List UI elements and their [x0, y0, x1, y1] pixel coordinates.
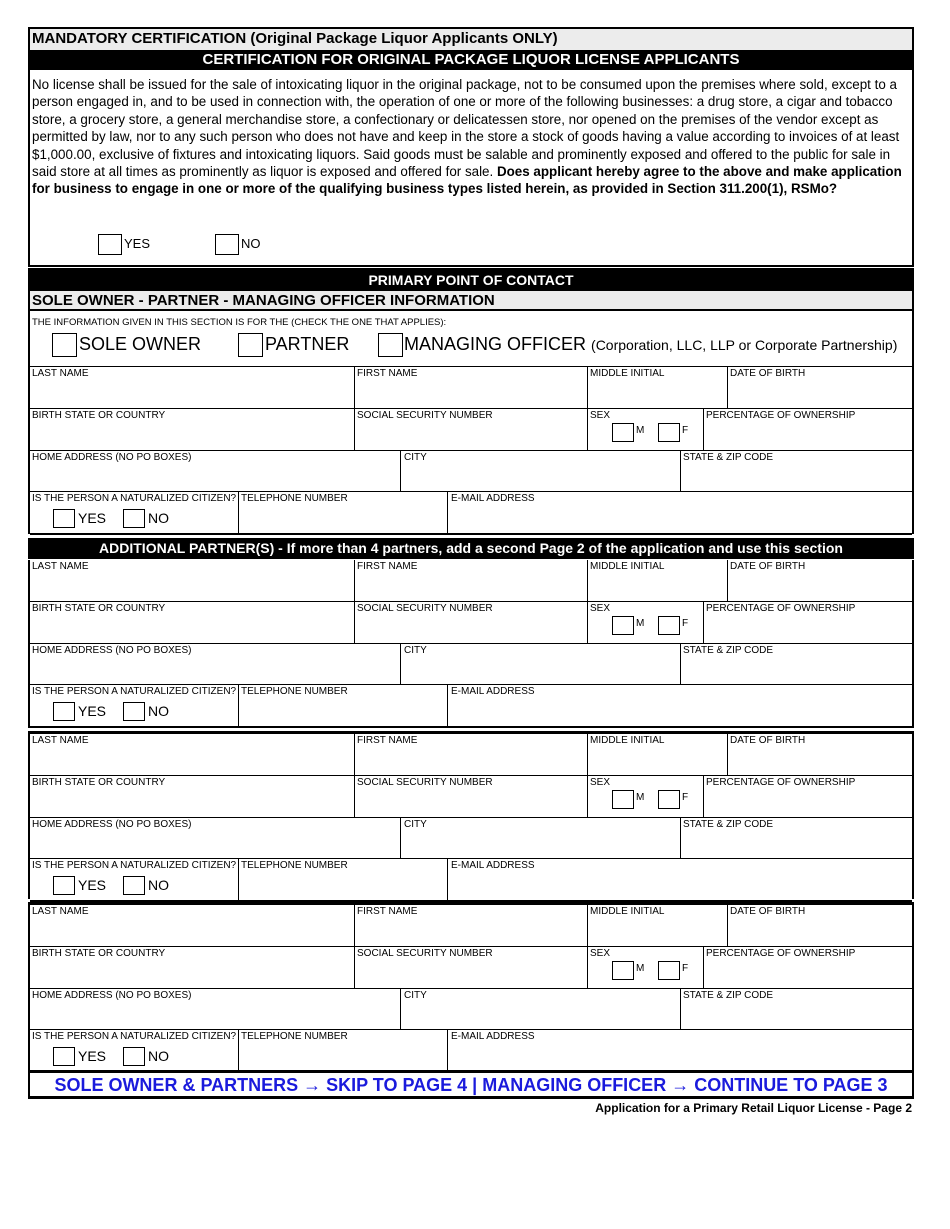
cell-divider: [727, 560, 728, 601]
managing-officer-checkbox[interactable]: [378, 333, 403, 357]
cell-divider: [727, 734, 728, 775]
partner-checkbox[interactable]: [238, 333, 263, 357]
naturalized-yes-checkbox[interactable]: [53, 702, 75, 721]
ownership-input[interactable]: [705, 615, 911, 642]
naturalized-no-checkbox[interactable]: [123, 702, 145, 721]
partner-block: [28, 902, 914, 1070]
last-name-input[interactable]: [31, 747, 353, 774]
telephone-label: TELEPHONE NUMBER: [241, 860, 348, 871]
home-address-label: HOME ADDRESS (NO PO BOXES): [32, 819, 192, 830]
dob-label: DATE OF BIRTH: [730, 368, 806, 379]
row-divider: [30, 643, 912, 644]
sex-female-label: F: [682, 963, 689, 974]
partner-label: PARTNER: [265, 334, 350, 354]
partner-block: [28, 731, 914, 899]
email-input[interactable]: [449, 505, 911, 532]
cell-divider: [587, 408, 588, 450]
cell-divider: [447, 858, 448, 900]
row-divider: [30, 408, 912, 409]
ssn-label: SOCIAL SECURITY NUMBER: [357, 777, 493, 788]
sole-owner-checkbox[interactable]: [52, 333, 77, 357]
ssn-input[interactable]: [356, 960, 586, 987]
telephone-input[interactable]: [240, 505, 446, 532]
middle-initial-input[interactable]: [589, 380, 726, 407]
first-name-label: FIRST NAME: [357, 561, 418, 572]
birth-state-label: BIRTH STATE OR COUNTRY: [32, 410, 166, 421]
row-divider: [30, 450, 912, 451]
row-divider: [30, 858, 912, 859]
first-name-label: FIRST NAME: [357, 368, 418, 379]
sex-female-label: F: [682, 618, 689, 629]
telephone-input[interactable]: [240, 1043, 446, 1070]
sole-owner-label: SOLE OWNER: [79, 334, 202, 354]
naturalized-no-checkbox[interactable]: [123, 876, 145, 895]
row-divider: [30, 1029, 912, 1030]
home-address-label: HOME ADDRESS (NO PO BOXES): [32, 645, 192, 656]
birth-state-input[interactable]: [31, 789, 353, 816]
row-divider: [30, 533, 912, 535]
state-zip-input[interactable]: [682, 464, 911, 490]
primary-instruction: THE INFORMATION GIVEN IN THIS SECTION IS FOR THE (CHECK THE ONE THAT APPLIES):: [32, 317, 447, 328]
dob-input[interactable]: [729, 380, 911, 407]
telephone-input[interactable]: [240, 872, 446, 899]
cell-divider: [447, 684, 448, 726]
email-input[interactable]: [449, 872, 911, 899]
sex-male-checkbox[interactable]: [612, 423, 634, 442]
sex-label: SEX: [590, 948, 611, 959]
cell-divider: [703, 601, 704, 643]
cell-divider: [400, 450, 401, 491]
cell-divider: [354, 946, 355, 988]
city-input[interactable]: [402, 831, 679, 857]
cell-divider: [703, 775, 704, 817]
certification-text: [32, 76, 908, 198]
sex-male-label: M: [636, 425, 645, 436]
email-label: E-MAIL ADDRESS: [451, 493, 535, 504]
managing-officer-label: [404, 334, 897, 355]
telephone-label: TELEPHONE NUMBER: [241, 1031, 348, 1042]
dob-label: DATE OF BIRTH: [730, 561, 806, 572]
ssn-label: SOCIAL SECURITY NUMBER: [357, 410, 493, 421]
cell-divider: [727, 905, 728, 946]
row-divider: [30, 775, 912, 776]
ownership-label: PERCENTAGE OF OWNERSHIP: [706, 603, 856, 614]
home-address-input[interactable]: [31, 464, 399, 490]
sex-label: SEX: [590, 777, 611, 788]
primary-person-block: [28, 366, 914, 534]
state-zip-label: STATE & ZIP CODE: [683, 452, 774, 463]
naturalized-label: IS THE PERSON A NATURALIZED CITIZEN?: [32, 860, 237, 871]
cell-divider: [238, 684, 239, 726]
cell-divider: [727, 367, 728, 408]
ownership-input[interactable]: [705, 960, 911, 987]
home-address-label: HOME ADDRESS (NO PO BOXES): [32, 452, 192, 463]
ssn-label: SOCIAL SECURITY NUMBER: [357, 603, 493, 614]
dob-input[interactable]: [729, 918, 911, 945]
managing-officer-note: (Corporation, LLC, LLP or Corporate Partnership): [591, 337, 898, 353]
cell-divider: [447, 1029, 448, 1071]
certification-question: Does applicant hereby agree to the above and make application for business to engage in one or more of the qualifying business types listed herein, as provided in Section 311.200(1), RSMo?: [32, 164, 902, 197]
primary-banner: PRIMARY POINT OF CONTACT: [30, 270, 912, 291]
naturalized-yes-label: YES: [78, 703, 107, 719]
last-name-input[interactable]: [31, 380, 353, 407]
sex-female-checkbox[interactable]: [658, 423, 680, 442]
home-address-input[interactable]: [31, 831, 399, 857]
cell-divider: [400, 817, 401, 858]
city-input[interactable]: [402, 464, 679, 490]
last-name-input[interactable]: [31, 918, 353, 945]
ownership-label: PERCENTAGE OF OWNERSHIP: [706, 948, 856, 959]
state-zip-input[interactable]: [682, 657, 911, 683]
certification-section: [28, 27, 914, 267]
naturalized-label: IS THE PERSON A NATURALIZED CITIZEN?: [32, 493, 237, 504]
row-divider: [30, 946, 912, 947]
ssn-label: SOCIAL SECURITY NUMBER: [357, 948, 493, 959]
email-label: E-MAIL ADDRESS: [451, 860, 535, 871]
first-name-input[interactable]: [356, 918, 586, 945]
last-name-label: LAST NAME: [32, 561, 89, 572]
cell-divider: [587, 905, 588, 946]
ownership-input[interactable]: [705, 789, 911, 816]
naturalized-no-label: NO: [148, 703, 169, 719]
naturalized-yes-label: YES: [78, 510, 107, 526]
telephone-label: TELEPHONE NUMBER: [241, 493, 348, 504]
telephone-input[interactable]: [240, 698, 446, 725]
naturalized-no-label: NO: [148, 510, 169, 526]
naturalized-yes-label: YES: [78, 1048, 107, 1064]
page-label: Application for a Primary Retail Liquor License - Page 2: [595, 1101, 912, 1115]
primary-heading: SOLE OWNER - PARTNER - MANAGING OFFICER INFORMATION: [30, 291, 912, 311]
cell-divider: [587, 734, 588, 775]
state-zip-label: STATE & ZIP CODE: [683, 645, 774, 656]
cell-divider: [354, 734, 355, 775]
cert-no-label: NO: [241, 236, 261, 251]
email-input[interactable]: [449, 1043, 911, 1070]
first-name-input[interactable]: [356, 573, 586, 600]
cell-divider: [680, 988, 681, 1029]
birth-state-label: BIRTH STATE OR COUNTRY: [32, 603, 166, 614]
last-name-label: LAST NAME: [32, 906, 89, 917]
managing-officer-text: MANAGING OFFICER: [404, 334, 587, 354]
sex-female-checkbox[interactable]: [658, 790, 680, 809]
email-label: E-MAIL ADDRESS: [451, 1031, 535, 1042]
middle-initial-label: MIDDLE INITIAL: [590, 735, 665, 746]
cell-divider: [587, 946, 588, 988]
birth-state-input[interactable]: [31, 960, 353, 987]
footer-nav: SOLE OWNER & PARTNERS → SKIP TO PAGE 4 | MANAGING OFFICER → CONTINUE TO PAGE 3: [54, 1075, 888, 1095]
sex-label: SEX: [590, 603, 611, 614]
row-divider: [30, 491, 912, 492]
first-name-input[interactable]: [356, 380, 586, 407]
cell-divider: [587, 601, 588, 643]
last-name-input[interactable]: [31, 573, 353, 600]
row-divider: [30, 726, 912, 728]
last-name-label: LAST NAME: [32, 368, 89, 379]
dob-input[interactable]: [729, 747, 911, 774]
naturalized-no-label: NO: [148, 1048, 169, 1064]
ownership-label: PERCENTAGE OF OWNERSHIP: [706, 777, 856, 788]
sex-female-checkbox[interactable]: [658, 961, 680, 980]
sex-male-checkbox[interactable]: [612, 616, 634, 635]
middle-initial-input[interactable]: [589, 747, 726, 774]
first-name-input[interactable]: [356, 747, 586, 774]
home-address-input[interactable]: [31, 1002, 399, 1028]
first-name-label: FIRST NAME: [357, 735, 418, 746]
partner-block: [28, 560, 914, 728]
sex-male-label: M: [636, 618, 645, 629]
cell-divider: [238, 858, 239, 900]
naturalized-yes-checkbox[interactable]: [53, 1047, 75, 1066]
cell-divider: [354, 367, 355, 408]
cell-divider: [354, 905, 355, 946]
cell-divider: [587, 367, 588, 408]
naturalized-yes-checkbox[interactable]: [53, 876, 75, 895]
row-divider: [30, 684, 912, 685]
cell-divider: [703, 946, 704, 988]
home-address-input[interactable]: [31, 657, 399, 683]
middle-initial-label: MIDDLE INITIAL: [590, 906, 665, 917]
telephone-label: TELEPHONE NUMBER: [241, 686, 348, 697]
sex-female-label: F: [682, 425, 689, 436]
ssn-input[interactable]: [356, 422, 586, 449]
ownership-input[interactable]: [705, 422, 911, 449]
city-label: CITY: [404, 645, 427, 656]
email-input[interactable]: [449, 698, 911, 725]
row-divider: [30, 817, 912, 818]
cell-divider: [354, 601, 355, 643]
ssn-input[interactable]: [356, 615, 586, 642]
cell-divider: [400, 643, 401, 684]
naturalized-no-label: NO: [148, 877, 169, 893]
cell-divider: [447, 491, 448, 533]
sex-label: SEX: [590, 410, 611, 421]
certification-heading: MANDATORY CERTIFICATION (Original Package Liquor Applicants ONLY): [30, 29, 912, 50]
ownership-label: PERCENTAGE OF OWNERSHIP: [706, 410, 856, 421]
naturalized-label: IS THE PERSON A NATURALIZED CITIZEN?: [32, 686, 237, 697]
birth-state-label: BIRTH STATE OR COUNTRY: [32, 948, 166, 959]
sex-male-label: M: [636, 963, 645, 974]
sex-female-label: F: [682, 792, 689, 803]
cell-divider: [587, 775, 588, 817]
middle-initial-label: MIDDLE INITIAL: [590, 561, 665, 572]
naturalized-no-checkbox[interactable]: [123, 509, 145, 528]
sex-female-checkbox[interactable]: [658, 616, 680, 635]
birth-state-label: BIRTH STATE OR COUNTRY: [32, 777, 166, 788]
cell-divider: [680, 450, 681, 491]
state-zip-label: STATE & ZIP CODE: [683, 819, 774, 830]
middle-initial-input[interactable]: [589, 573, 726, 600]
city-label: CITY: [404, 819, 427, 830]
row-divider: [30, 988, 912, 989]
cell-divider: [238, 491, 239, 533]
first-name-label: FIRST NAME: [357, 906, 418, 917]
birth-state-input[interactable]: [31, 422, 353, 449]
city-input[interactable]: [402, 657, 679, 683]
sex-male-checkbox[interactable]: [612, 790, 634, 809]
middle-initial-input[interactable]: [589, 918, 726, 945]
cert-yes-checkbox[interactable]: [98, 234, 122, 255]
naturalized-yes-label: YES: [78, 877, 107, 893]
cell-divider: [680, 817, 681, 858]
row-divider: [30, 601, 912, 602]
state-zip-input[interactable]: [682, 831, 911, 857]
email-label: E-MAIL ADDRESS: [451, 686, 535, 697]
city-label: CITY: [404, 990, 427, 1001]
cert-no-checkbox[interactable]: [215, 234, 239, 255]
sex-male-label: M: [636, 792, 645, 803]
state-zip-label: STATE & ZIP CODE: [683, 990, 774, 1001]
cell-divider: [238, 1029, 239, 1071]
home-address-label: HOME ADDRESS (NO PO BOXES): [32, 990, 192, 1001]
certification-body: No license shall be issued for the sale of intoxicating liquor in the original package, not to be consumed upon the premises where sold, except to a person engaged in, and to be used in connection with, the operation of one or more of the following businesses: a drug store, a cigar and tobacco store, a grocery store, a general merchandise store, a confectionary or delicatessen store, nor opened on the premises of the vendor except as permitted by law, nor to any such person who does not have and keep in the store a stock of goods having a value according to invoices of at least $1,000.00, exclusive of fixtures and intoxicating liquors. Said goods must be salable and prominently exposed and offered to the public for sale in said store at all times as prominently as liquor is exposed and offered for sale.: [32, 77, 900, 180]
sex-male-checkbox[interactable]: [612, 961, 634, 980]
city-label: CITY: [404, 452, 427, 463]
cell-divider: [354, 560, 355, 601]
cell-divider: [400, 988, 401, 1029]
cell-divider: [703, 408, 704, 450]
last-name-label: LAST NAME: [32, 735, 89, 746]
dob-input[interactable]: [729, 573, 911, 600]
ssn-input[interactable]: [356, 789, 586, 816]
dob-label: DATE OF BIRTH: [730, 735, 806, 746]
additional-partners-banner: ADDITIONAL PARTNER(S) - If more than 4 partners, add a second Page 2 of the application and use this section: [28, 538, 914, 559]
cell-divider: [587, 560, 588, 601]
naturalized-yes-checkbox[interactable]: [53, 509, 75, 528]
naturalized-no-checkbox[interactable]: [123, 1047, 145, 1066]
birth-state-input[interactable]: [31, 615, 353, 642]
dob-label: DATE OF BIRTH: [730, 906, 806, 917]
cell-divider: [680, 643, 681, 684]
middle-initial-label: MIDDLE INITIAL: [590, 368, 665, 379]
cert-yes-label: YES: [124, 236, 151, 251]
cell-divider: [354, 408, 355, 450]
cell-divider: [354, 775, 355, 817]
naturalized-label: IS THE PERSON A NATURALIZED CITIZEN?: [32, 1031, 237, 1042]
city-input[interactable]: [402, 1002, 679, 1028]
state-zip-input[interactable]: [682, 1002, 911, 1028]
certification-banner: CERTIFICATION FOR ORIGINAL PACKAGE LIQUOR LICENSE APPLICANTS: [30, 50, 912, 70]
